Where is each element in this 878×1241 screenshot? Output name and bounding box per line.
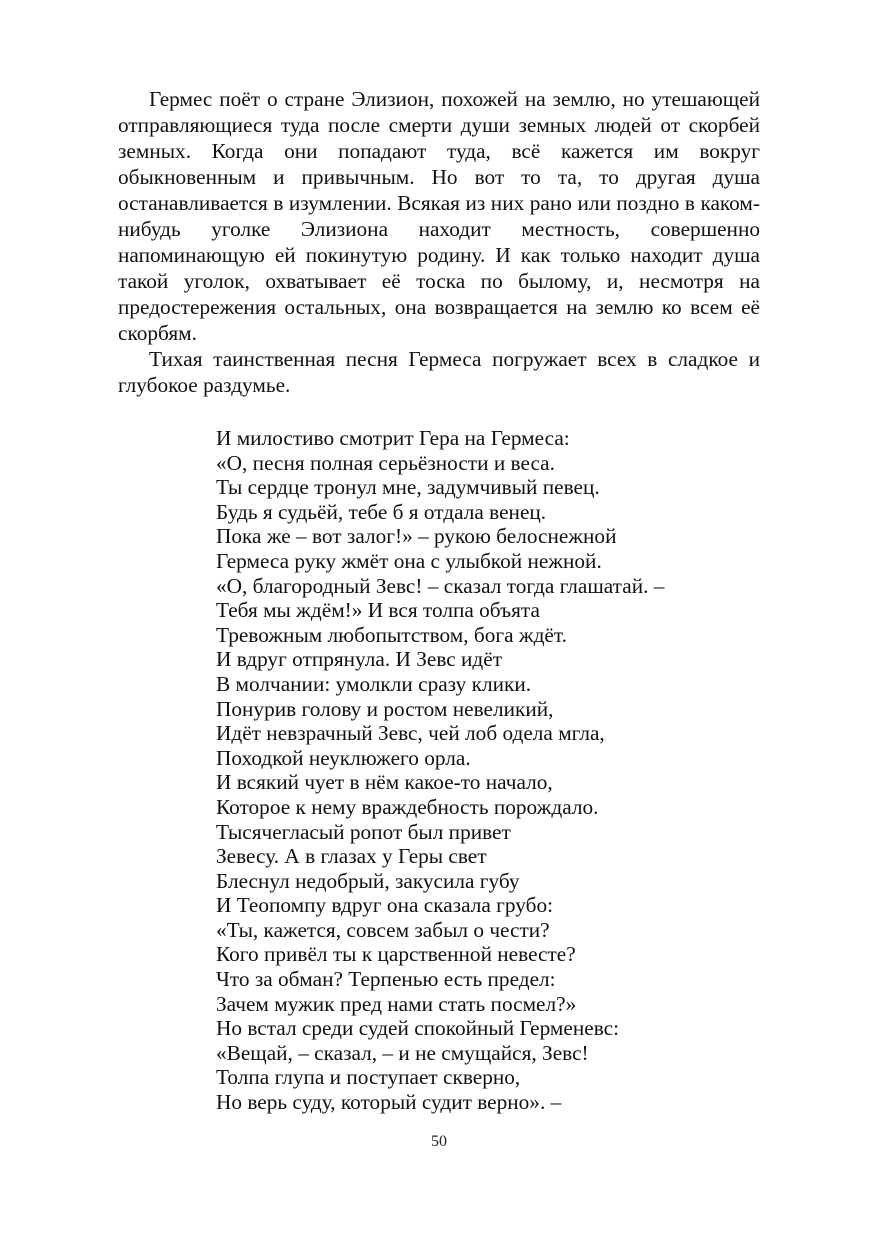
prose-paragraph-1: Гермес поёт о стране Элизион, похожей на землю, но утешающей отправляющиеся туда после смерти души земных людей от скорбей земных. Когда они попадают туда, всё кажется им вокруг обыкновенным и привычным. Но вот то та, то другая душа останавливается в изумлении. Всякая из них рано или поздно в каком-нибудь уголке Элизиона находит местность, совершенно напоминающую ей покинутую родину. И как только находит душа такой уголок, охватывает её тоска по былому, и, несмотря на предостережения остальных, она возвращается на землю ко всем её скорбям. — [118, 87, 760, 345]
verse-line: Зевесу. А в глазах у Геры свет — [216, 844, 487, 869]
page-number: 50 — [431, 1133, 447, 1150]
verse-line: Идёт невзрачный Зевс, чей лоб одела мгла, — [216, 721, 605, 746]
verse-line: Блеснул недобрый, закусила губу — [216, 868, 520, 893]
verse-line: «О, благородный Зевс! – сказал тогда глашатай. – — [216, 573, 665, 598]
verse-line: Толпа глупа и поступает скверно, — [216, 1065, 521, 1090]
verse-line: «Ты, кажется, совсем забыл о чести? — [216, 917, 550, 942]
verse-line: Кого привёл ты к царственной невесте? — [216, 942, 576, 967]
verse-line: В молчании: умолкли сразу клики. — [216, 671, 532, 696]
verse-line: Тебя мы ждём!» И вся толпа объята — [216, 598, 540, 623]
verse-line: Тревожным любопытством, бога ждёт. — [216, 622, 567, 647]
prose-block — [118, 86, 760, 398]
verse-line: Будь я судьёй, тебе б я отдала венец. — [216, 499, 547, 524]
verse-line: Пока же – вот залог!» – рукою белоснежной — [216, 524, 617, 549]
verse-line: Но встал среди судей спокойный Герменевс: — [216, 1016, 619, 1041]
verse-line: И всякий чует в нём какое-то начало, — [216, 770, 553, 795]
verse-line: Гермеса руку жмёт она с улыбкой нежной. — [216, 548, 602, 573]
prose-paragraph-2: Тихая таинственная песня Гермеса погружает всех в сладкое и глубокое раздумье. — [118, 347, 760, 397]
verse-line: Зачем мужик пред нами стать посмел?» — [216, 991, 577, 1016]
verse-line: И Теопомпу вдруг она сказала грубо: — [216, 893, 554, 918]
verse-line: Ты сердце тронул мне, задумчивый певец. — [216, 475, 600, 500]
verse-line: И милостиво смотрит Гера на Гермеса: — [216, 426, 570, 450]
verse-line: Что за обман? Терпенью есть предел: — [216, 967, 556, 992]
verse-block — [216, 426, 776, 1115]
verse-line: Которое к нему враждебность порождало. — [216, 794, 599, 819]
verse-line: «Вещай, – сказал, – и не смущайся, Зевс! — [216, 1040, 589, 1065]
verse-line: И вдруг отпрянула. И Зевс идёт — [216, 647, 503, 672]
verse-line: Понурив голову и ростом невеликий, — [216, 696, 554, 721]
verse-line: Походкой неуклюжего орла. — [216, 745, 471, 770]
verse-line: Но верь суду, который судит верно». – — [216, 1090, 562, 1115]
verse-line: «О, песня полная серьёзности и веса. — [216, 450, 555, 475]
verse-line: Тысячегласый ропот был привет — [216, 819, 511, 844]
